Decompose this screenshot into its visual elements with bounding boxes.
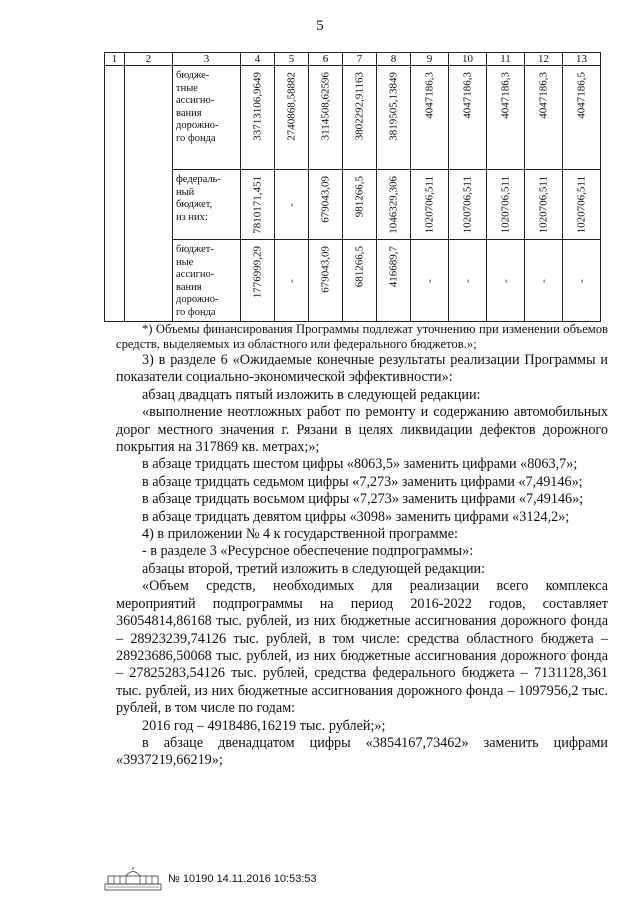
table-row bbox=[105, 170, 601, 240]
table-cell: 1020706,511 bbox=[499, 176, 511, 234]
row-label: бюдже- тные ассигно- вания дорожно- го фонда bbox=[173, 66, 241, 170]
row-label: федераль- ный бюджет, из них: bbox=[173, 170, 241, 240]
footnote: *) Объемы финансирования Программы подлежат уточнению при изменении объемов средств, выделяемых из областного или федерального бюджетов.»; bbox=[116, 322, 608, 351]
col-header: 1 bbox=[105, 53, 125, 66]
table-cell: 1020706,511 bbox=[461, 176, 473, 234]
table-cell: 4047186,3 bbox=[499, 72, 511, 119]
col-header: 9 bbox=[411, 53, 449, 66]
table-cell: 7810171,451 bbox=[251, 176, 263, 234]
table-cell: 33713106,9649 bbox=[251, 72, 263, 141]
col-header: 3 bbox=[173, 53, 241, 66]
registration-stamp-text: № 10190 14.11.2016 10:53:53 bbox=[168, 873, 317, 885]
paragraph: в абзаце двенадцатом цифры «3854167,73462» заменить цифрами «3937219,66219»; bbox=[116, 734, 608, 769]
table-row bbox=[105, 240, 601, 322]
table-cell: - bbox=[537, 278, 549, 283]
table-cell: - bbox=[461, 278, 473, 283]
paragraph: - в разделе 3 «Ресурсное обеспечение подпрограммы»: bbox=[142, 543, 474, 560]
table-row bbox=[105, 66, 601, 170]
empty-cell bbox=[105, 66, 125, 322]
paragraph: в абзаце тридцать шестом цифры «8063,5» заменить цифрами «8063,7»; bbox=[142, 456, 578, 473]
paragraph: абзац двадцать пятый изложить в следующей редакции: bbox=[142, 386, 481, 403]
col-header: 13 bbox=[563, 53, 601, 66]
row-label: бюджет- ные ассигно- вания дорожно- го фонда bbox=[173, 240, 241, 322]
col-header: 12 bbox=[525, 53, 563, 66]
empty-cell bbox=[125, 66, 173, 322]
table-cell: 2740868,58882 bbox=[285, 72, 297, 141]
table-cell: 3819505,13849 bbox=[387, 72, 399, 141]
table-cell: - bbox=[285, 278, 297, 283]
col-header: 10 bbox=[449, 53, 487, 66]
paragraph: в абзаце тридцать седьмом цифры «7,273» заменить цифрами «7,49146»; bbox=[142, 473, 583, 490]
table-cell: 1776999,29 bbox=[251, 246, 263, 299]
document-body bbox=[116, 322, 608, 770]
paragraph: «выполнение неотложных работ по ремонту и содержанию автомобильных дорог местного значения г. Рязани в целях ликвидации дефектов дорожного покрытия на 317869 кв. метрах;»; bbox=[116, 404, 608, 456]
table-cell: 4047186,3 bbox=[537, 72, 549, 119]
paragraph: 4) в приложении № 4 к государственной программе: bbox=[142, 526, 458, 543]
table-cell: 981266,5 bbox=[353, 176, 365, 218]
table-cell: 4047186,3 bbox=[423, 72, 435, 119]
table-cell: 1020706,511 bbox=[575, 176, 587, 234]
table-cell: 679043,09 bbox=[319, 176, 331, 223]
paragraph: 2016 год – 4918486,16219 тыс. рублей;»; bbox=[142, 717, 386, 734]
table-cell: 3802292,91163 bbox=[353, 72, 365, 141]
table-cell: - bbox=[423, 278, 435, 283]
paragraph: абзацы второй, третий изложить в следующей редакции: bbox=[142, 560, 486, 577]
table-cell: 1020706,511 bbox=[537, 176, 549, 234]
col-header: 7 bbox=[343, 53, 377, 66]
paragraph: 3) в разделе 6 «Ожидаемые конечные результаты реализации Программы и показатели социально-экономической эффективности»: bbox=[116, 352, 608, 386]
table-cell: - bbox=[285, 202, 297, 207]
table-cell: 416689,7 bbox=[387, 246, 399, 288]
table-cell: 1046329,306 bbox=[387, 176, 399, 234]
paragraph: «Объем средств, необходимых для реализации всего комплекса мероприятий подпрограммы на период 2016-2022 годов, составляет 36054814,86168 тыс. рублей, из них бюджетные ассигнования дорожного фонда – 28923239,74126 тыс. рублей, в том числе: средства областного бюджета – 28923686,50068 тыс. рублей, из них бюджетные ассигнования дорожного фонда – 27825283,54126 тыс. рублей, средства федерального бюджета – 7131128,361 тыс. рублей, из них бюджетные ассигнования дорожного фонда – 1097956,2 тыс. рублей, в том числе по годам: bbox=[116, 578, 608, 717]
paragraph: в абзаце тридцать восьмом цифры «7,273» заменить цифрами «7,49146»; bbox=[142, 491, 584, 508]
table-cell: 3114508,62596 bbox=[319, 72, 331, 141]
page-number: 5 bbox=[316, 18, 324, 34]
table-cell: 4047186,5 bbox=[575, 72, 587, 119]
table-cell: - bbox=[575, 278, 587, 283]
col-header: 11 bbox=[487, 53, 525, 66]
financing-table bbox=[104, 52, 601, 322]
col-header: 5 bbox=[275, 53, 309, 66]
table-cell: 4047186,3 bbox=[461, 72, 473, 119]
table-cell: 1020706,511 bbox=[423, 176, 435, 234]
table-cell: - bbox=[499, 278, 511, 283]
col-header: 6 bbox=[309, 53, 343, 66]
col-header: 4 bbox=[241, 53, 275, 66]
col-header: 8 bbox=[377, 53, 411, 66]
table-cell: 679043,09 bbox=[319, 246, 331, 293]
paragraph: в абзаце тридцать девятом цифры «3098» заменить цифрами «3124,2»; bbox=[142, 508, 570, 525]
table-cell: 681266,5 bbox=[353, 246, 365, 288]
col-header: 2 bbox=[125, 53, 173, 66]
government-building-stamp-icon bbox=[104, 866, 162, 892]
table-header-row bbox=[105, 53, 601, 66]
